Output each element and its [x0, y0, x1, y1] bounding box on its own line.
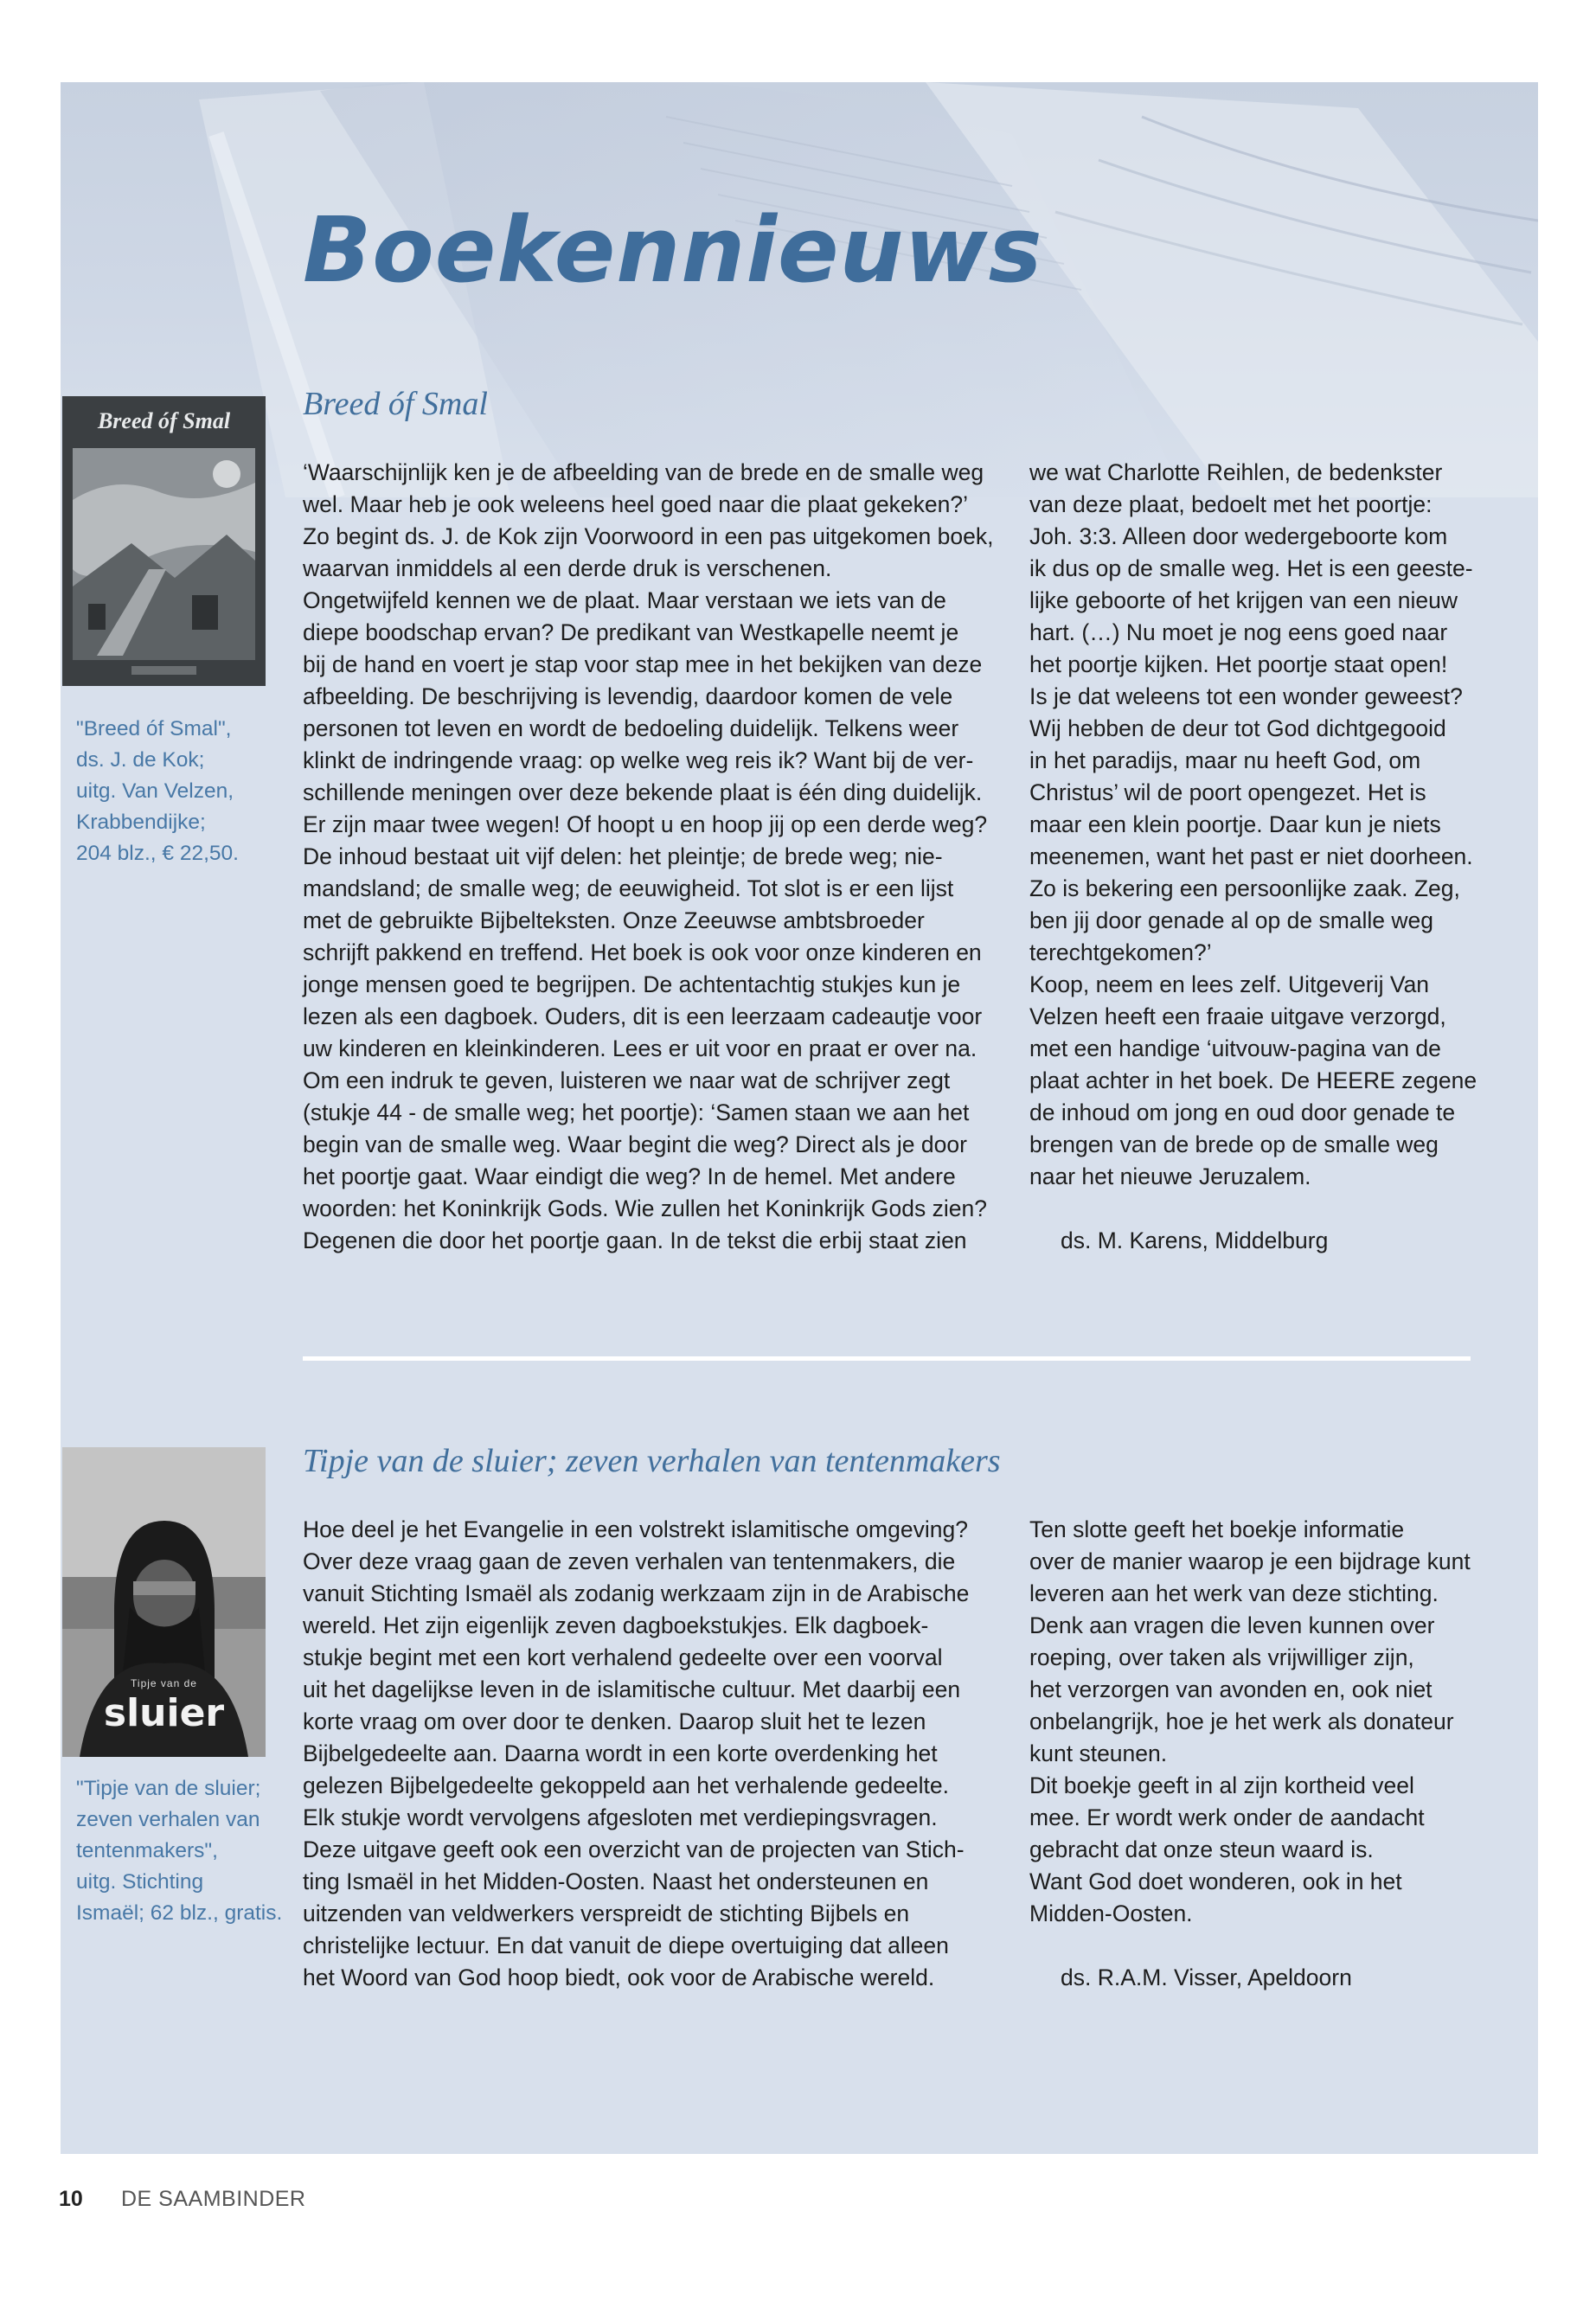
caption-line: uitg. Stichting: [76, 1870, 204, 1894]
text-line: maar een klein poortje. Daar kun je niets: [1029, 811, 1441, 837]
text-line: diepe boodschap ervan? De predikant van Westkapelle neemt je: [303, 619, 959, 645]
text-line: Is je dat weleens tot een wonder geweest?: [1029, 683, 1463, 709]
text-line: Degenen die door het poortje gaan. In de tekst die erbij staat zien: [303, 1227, 967, 1253]
text-line: schillende meningen over deze bekende plaat is één ding duidelijk.: [303, 779, 983, 805]
review-title-breed-of-smal: Breed óf Smal: [303, 386, 488, 422]
text-line: Want God doet wonderen, ook in het: [1029, 1868, 1402, 1894]
text-line: ik dus op de smalle weg. Het is een geeste-: [1029, 555, 1473, 581]
text-line: over de manier waarop je een bijdrage kunt: [1029, 1548, 1471, 1574]
text-line: uw kinderen en kleinkinderen. Lees er uit voor en praat er over na.: [303, 1035, 977, 1061]
book-cover-breed-of-smal: [62, 396, 266, 686]
text-line: Bijbelgedeelte aan. Daarna wordt in een korte overdenking het: [303, 1740, 938, 1766]
text-line: afbeelding. De beschrijving is levendig, daardoor komen de vele: [303, 683, 953, 709]
book-cover-title: sluier: [103, 1691, 225, 1735]
text-line: bij de hand en voert je stap voor stap mee in het bekijken van deze: [303, 651, 983, 677]
text-line: Zo is bekering een persoonlijke zaak. Zeg,: [1029, 875, 1460, 901]
text-line: woorden: het Koninkrijk Gods. Wie zullen het Koninkrijk Gods zien?: [303, 1195, 987, 1221]
text-line: mandsland; de smalle weg; de eeuwigheid. Tot slot is er een lijst: [303, 875, 954, 901]
text-line: gelezen Bijbelgedeelte gekoppeld aan het verhalende gedeelte.: [303, 1772, 950, 1798]
text-line: klinkt de indringende vraag: op welke weg reis ik? Want bij de ver-: [303, 747, 974, 773]
text-line: jonge mensen goed te begrijpen. De achtentachtig stukjes kun je: [303, 971, 961, 997]
text-line: vanuit Stichting Ismaël als zodanig werkzaam zijn in de Arabische: [303, 1580, 970, 1606]
text-line: leveren aan het werk van deze stichting.: [1029, 1580, 1439, 1606]
text-line: Christus’ wil de poort opengezet. Het is: [1029, 779, 1426, 805]
caption-line: zeven verhalen van: [76, 1808, 260, 1831]
text-line: we wat Charlotte Reihlen, de bedenkster: [1029, 459, 1443, 485]
text-line: Om een indruk te geven, luisteren we naar wat de schrijver zegt: [303, 1067, 951, 1093]
text-line: Elk stukje wordt vervolgens afgesloten met verdiepingsvragen.: [303, 1804, 938, 1830]
caption-line: "Breed óf Smal",: [76, 717, 232, 740]
book-cover-small-text: Tipje van de: [131, 1677, 197, 1689]
text-line: gebracht dat onze steun waard is.: [1029, 1836, 1374, 1862]
text-line: naar het nieuwe Jeruzalem.: [1029, 1163, 1311, 1189]
text-line: plaat achter in het boek. De HEERE zegene: [1029, 1067, 1477, 1093]
text-line: Over deze vraag gaan de zeven verhalen van tentenmakers, die: [303, 1548, 956, 1574]
reviewer-signature: ds. R.A.M. Visser, Apeldoorn: [1061, 1965, 1352, 1990]
text-line: roeping, over taken als vrijwilliger zijn,: [1029, 1644, 1414, 1670]
text-line: meenemen, want het past er niet doorheen.: [1029, 843, 1473, 869]
text-line: begin van de smalle weg. Waar begint die weg? Direct als je door: [303, 1131, 967, 1157]
review2-column-2: [1029, 1514, 1596, 1994]
text-line: de inhoud om jong en oud door genade te: [1029, 1099, 1456, 1125]
text-line: ting Ismaël in het Midden-Oosten. Naast het ondersteunen en: [303, 1868, 929, 1894]
caption-line: uitg. Van Velzen,: [76, 779, 234, 803]
text-line: het poortje kijken. Het poortje staat open!: [1029, 651, 1448, 677]
text-line: Denk aan vragen die leven kunnen over: [1029, 1612, 1435, 1638]
text-line: ben jij door genade al op de smalle weg: [1029, 907, 1434, 933]
text-line: het Woord van God hoop biedt, ook voor de Arabische wereld.: [303, 1965, 935, 1990]
text-line: Deze uitgave geeft ook een overzicht van de projecten van Stich-: [303, 1836, 965, 1862]
text-line: schrijft pakkend en treffend. Het boek is ook voor onze kinderen en: [303, 939, 982, 965]
review1-column-2: [1029, 457, 1596, 1257]
caption-line: tentenmakers",: [76, 1839, 218, 1862]
text-line: Joh. 3:3. Alleen door wedergeboorte kom: [1029, 523, 1448, 549]
text-line: met de gebruikte Bijbelteksten. Onze Zeeuwse ambtsbroeder: [303, 907, 925, 933]
text-line: wel. Maar heb je ook weleens heel goed naar die plaat gekeken?’: [303, 491, 969, 517]
text-line: De inhoud bestaat uit vijf delen: het pleintje; de brede weg; nie-: [303, 843, 943, 869]
text-line: korte vraag om over door te denken. Daarop sluit het te lezen: [303, 1708, 926, 1734]
page-title: Boekennieuws: [303, 197, 1043, 303]
text-line: waarvan inmiddels al een derde druk is verschenen.: [303, 555, 832, 581]
text-line: mee. Er wordt werk onder de aandacht: [1029, 1804, 1425, 1830]
text-line: Koop, neem en lees zelf. Uitgeverij Van: [1029, 971, 1430, 997]
text-line: (stukje 44 - de smalle weg; het poortje): ‘Samen staan we aan het: [303, 1099, 970, 1125]
text-line: ‘Waarschijnlijk ken je de afbeelding van de brede en de smalle weg: [303, 459, 984, 485]
text-line: stukje begint met een kort verhalend gedeelte over een voorval: [303, 1644, 943, 1670]
text-line: Zo begint ds. J. de Kok zijn Voorwoord in een pas uitgekomen boek,: [303, 523, 994, 549]
caption-line: "Tipje van de sluier;: [76, 1777, 261, 1800]
page-number: 10: [59, 2187, 83, 2211]
text-line: lijke geboorte of het krijgen van een nieuw: [1029, 587, 1458, 613]
review2-column-1: [303, 1514, 995, 1994]
text-line: christelijke lectuur. En dat vanuit de diepe overtuiging dat alleen: [303, 1932, 949, 1958]
text-line: onbelangrijk, hoe je het werk als donateur: [1029, 1708, 1454, 1734]
book-cover-title: Breed óf Smal: [97, 408, 231, 433]
text-line: Wij hebben de deur tot God dichtgegooid: [1029, 715, 1446, 741]
caption-line: Krabbendijke;: [76, 811, 206, 834]
text-line: lezen als een dagboek. Ouders, dit is een leerzaam cadeautje voor: [303, 1003, 983, 1029]
magazine-name: DE SAAMBINDER: [121, 2187, 306, 2211]
text-line: Midden-Oosten.: [1029, 1900, 1193, 1926]
book-cover-tipje-van-de-sluier: [62, 1447, 266, 1757]
caption-line: ds. J. de Kok;: [76, 748, 205, 772]
text-line: wereld. Het zijn eigenlijk zeven dagboekstukjes. Elk dagboek-: [303, 1612, 929, 1638]
text-line: het poortje gaat. Waar eindigt die weg? In de hemel. Met andere: [303, 1163, 956, 1189]
text-line: Er zijn maar twee wegen! Of hoopt u en hoop jij op een derde weg?: [303, 811, 988, 837]
text-line: Hoe deel je het Evangelie in een volstrekt islamitische omgeving?: [303, 1516, 968, 1542]
caption-line: Ismaël; 62 blz., gratis.: [76, 1901, 283, 1925]
text-line: het verzorgen van avonden en, ook niet: [1029, 1676, 1433, 1702]
text-line: hart. (…) Nu moet je nog eens goed naar: [1029, 619, 1448, 645]
text-line: kunt steunen.: [1029, 1740, 1168, 1766]
text-line: uit het dagelijkse leven in de islamitische cultuur. Met daarbij een: [303, 1676, 961, 1702]
text-line: van deze plaat, bedoelt met het poortje:: [1029, 491, 1433, 517]
review1-column-1: [303, 457, 995, 1257]
text-line: terechtgekomen?’: [1029, 939, 1212, 965]
text-line: in het paradijs, maar nu heeft God, om: [1029, 747, 1421, 773]
text-line: uitzenden van veldwerkers verspreidt de stichting Bijbels en: [303, 1900, 910, 1926]
text-line: Velzen heeft een fraaie uitgave verzorgd,: [1029, 1003, 1446, 1029]
caption-line: 204 blz., € 22,50.: [76, 842, 239, 865]
text-line: Ten slotte geeft het boekje informatie: [1029, 1516, 1405, 1542]
review-title-tipje-van-de-sluier: Tipje van de sluier; zeven verhalen van tentenmakers: [303, 1443, 1001, 1479]
text-line: personen tot leven en wordt de bedoeling duidelijk. Telkens weer: [303, 715, 959, 741]
text-line: brengen van de brede op de smalle weg: [1029, 1131, 1439, 1157]
section-divider: [303, 1356, 1471, 1361]
caption-breed-of-smal: [76, 714, 292, 869]
caption-tipje-van-de-sluier: [76, 1773, 292, 1929]
text-line: Ongetwijfeld kennen we de plaat. Maar verstaan we iets van de: [303, 587, 946, 613]
reviewer-signature: ds. M. Karens, Middelburg: [1061, 1227, 1329, 1253]
text-line: met een handige ‘uitvouw-pagina van de: [1029, 1035, 1441, 1061]
text-line: Dit boekje geeft in al zijn kortheid veel: [1029, 1772, 1414, 1798]
